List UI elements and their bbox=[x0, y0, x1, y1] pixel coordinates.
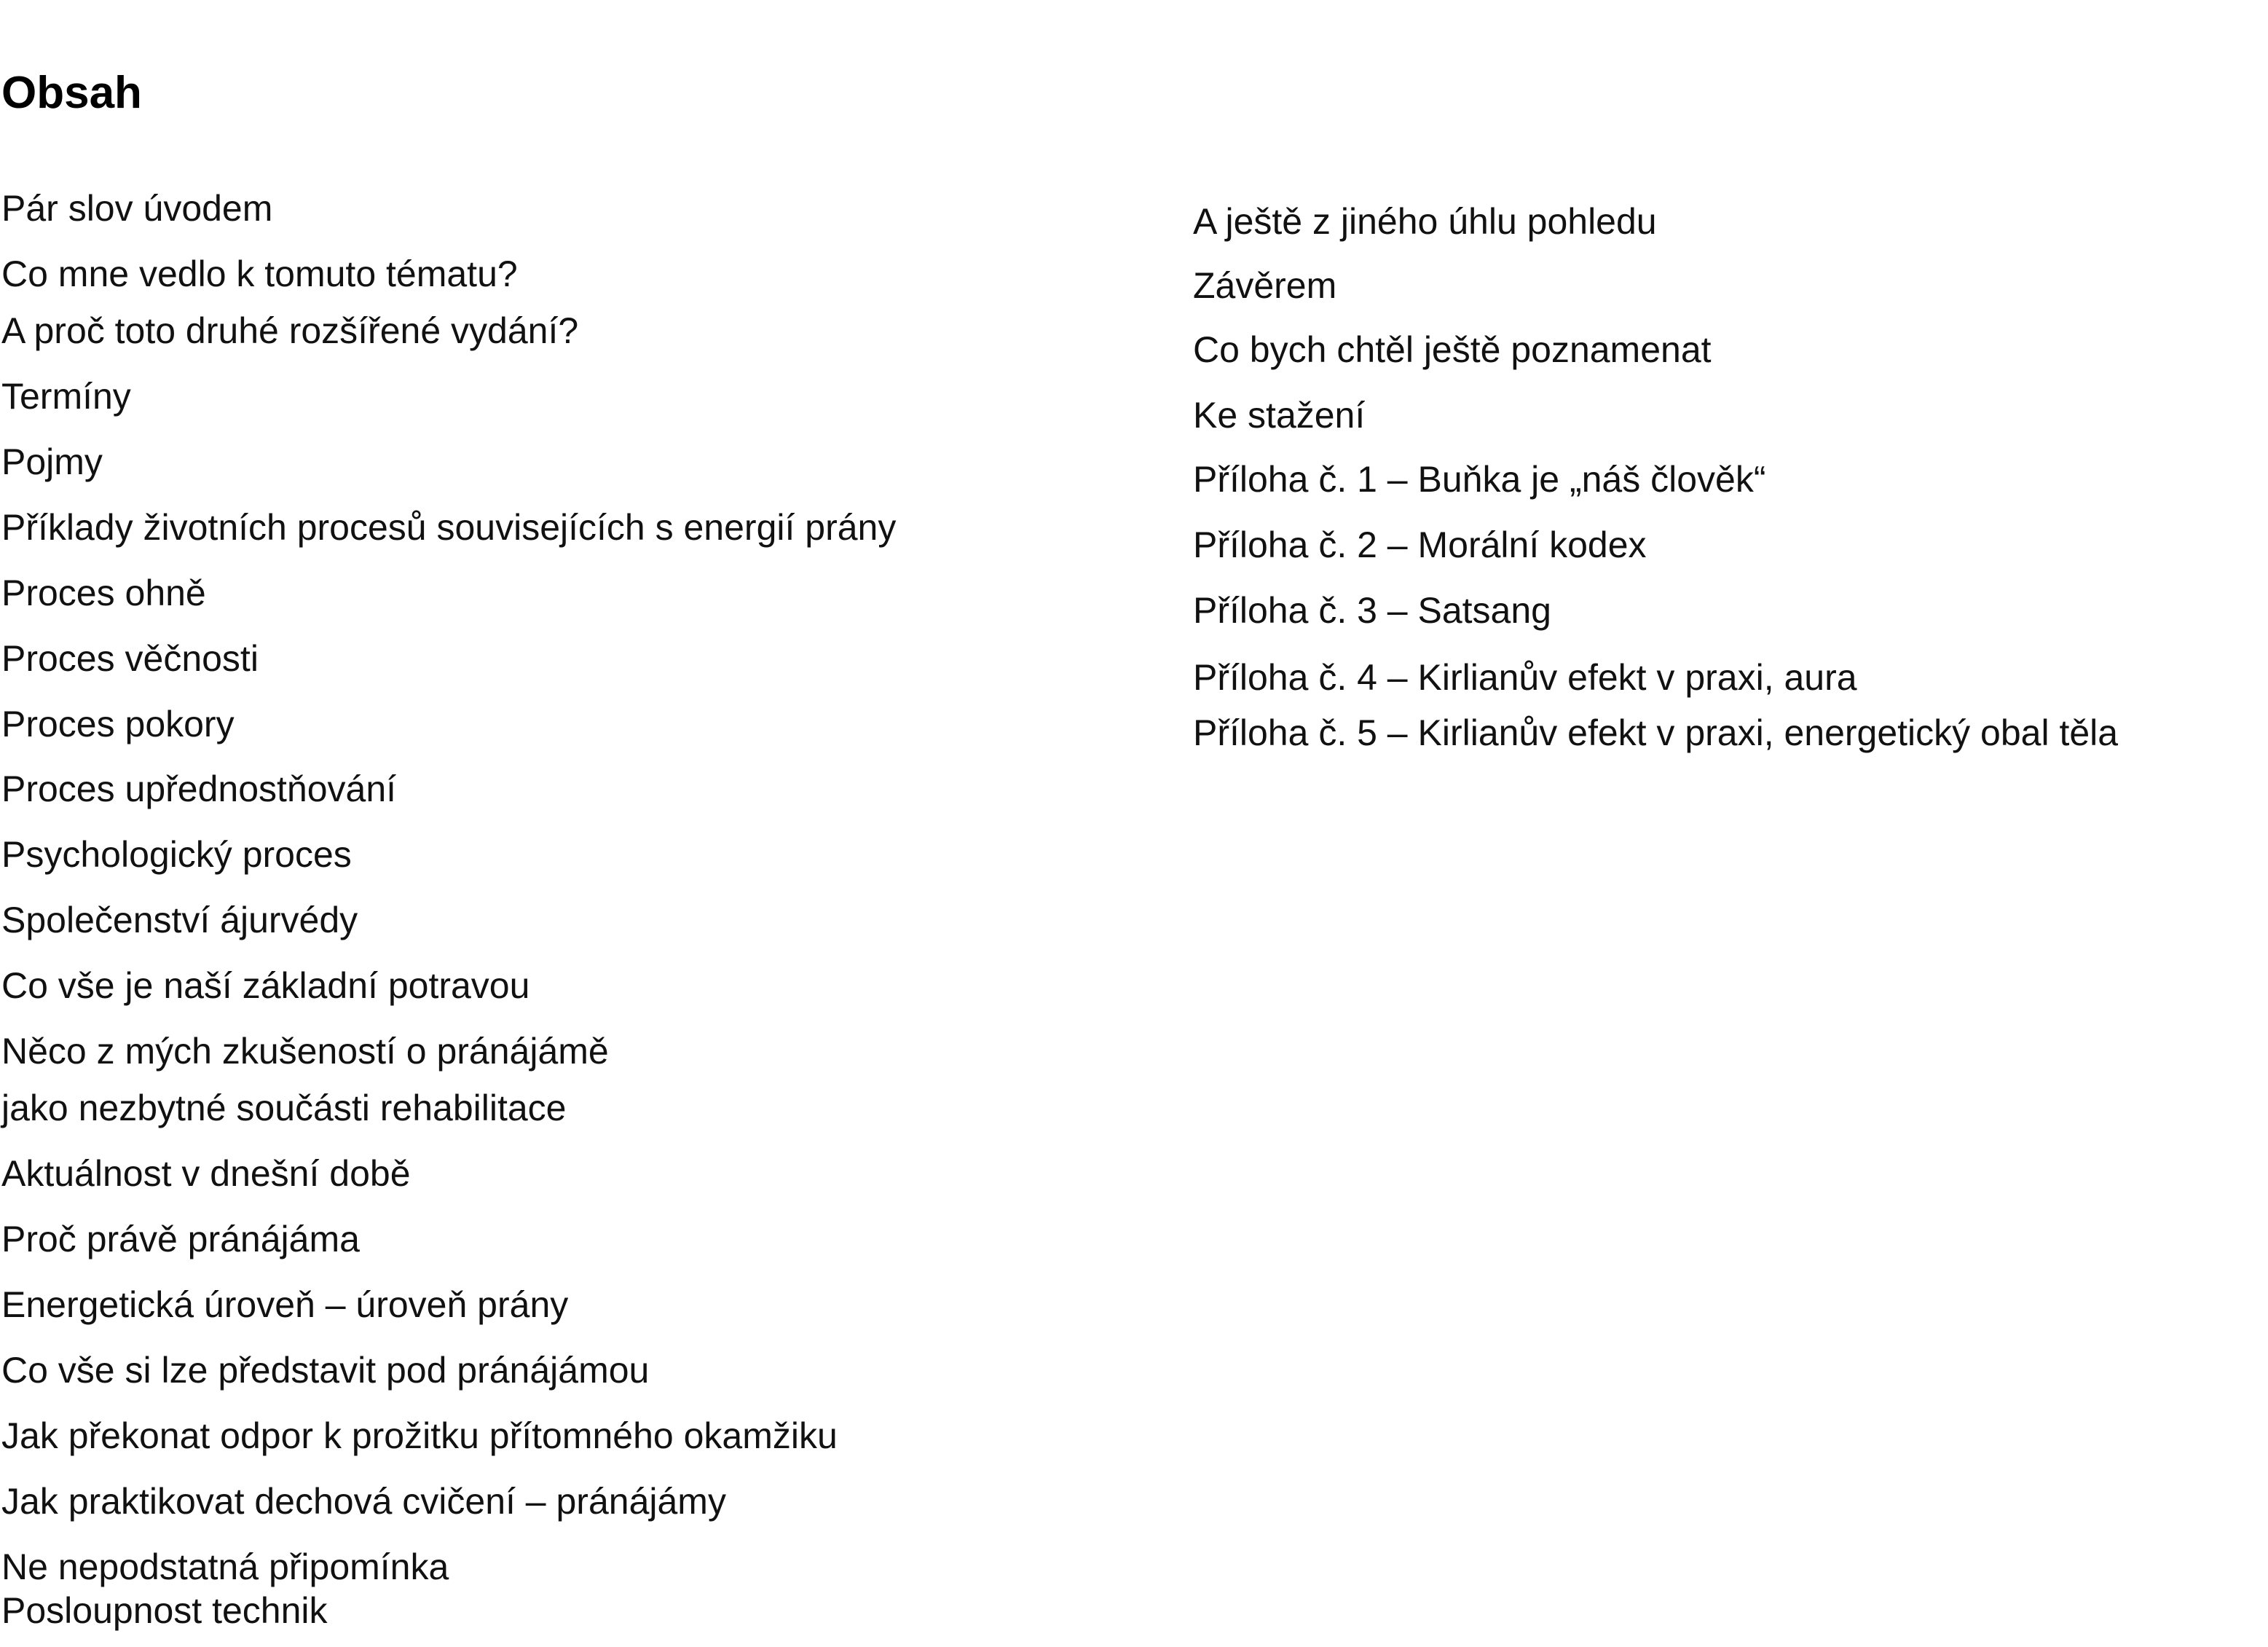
toc-entry: Aktuálnost v dnešní době bbox=[1, 1153, 411, 1194]
toc-entry: Termíny bbox=[1, 376, 131, 417]
toc-entry: Příloha č. 1 – Buňka je „náš člověk“ bbox=[1193, 459, 1766, 500]
toc-entry: Posloupnost technik bbox=[1, 1590, 328, 1631]
toc-entry: Závěrem bbox=[1193, 265, 1337, 306]
toc-entry: Společenství ájurvédy bbox=[1, 900, 358, 940]
toc-entry: Co vše si lze představit pod pránájámou bbox=[1, 1350, 650, 1391]
toc-entry: Příklady životních procesů souvisejících s energií prány bbox=[1, 507, 897, 548]
toc-entry: Ne nepodstatná připomínka bbox=[1, 1546, 449, 1587]
toc-entry: Příloha č. 3 – Satsang bbox=[1193, 590, 1551, 631]
toc-entry: Ke stažení bbox=[1193, 395, 1366, 436]
toc-entry: Co vše je naší základní potravou bbox=[1, 965, 530, 1006]
toc-entry: Co mne vedlo k tomuto tématu? bbox=[1, 253, 518, 294]
toc-entry: Proces ohně bbox=[1, 573, 206, 613]
toc-entry: Co bych chtěl ještě poznamenat bbox=[1193, 329, 1712, 370]
toc-entry: jako nezbytné součásti rehabilitace bbox=[1, 1088, 567, 1128]
toc-entry: Proces upřednostňování bbox=[1, 769, 397, 809]
toc-entry: Proces věčnosti bbox=[1, 638, 259, 679]
toc-entry: Příloha č. 4 – Kirlianův efekt v praxi, aura bbox=[1193, 657, 1857, 698]
toc-entry: Příloha č. 5 – Kirlianův efekt v praxi, energetický obal těla bbox=[1193, 712, 2119, 753]
toc-entry: A ještě z jiného úhlu pohledu bbox=[1193, 201, 1657, 242]
toc-entry: Příloha č. 2 – Morální kodex bbox=[1193, 524, 1647, 565]
toc-entry: Psychologický proces bbox=[1, 834, 352, 875]
toc-entry: Jak praktikovat dechová cvičení – pránájámy bbox=[1, 1481, 726, 1522]
toc-entry: Proč právě pránájáma bbox=[1, 1219, 360, 1259]
toc-entry: Energetická úroveň – úroveň prány bbox=[1, 1284, 569, 1325]
toc-entry: Něco z mých zkušeností o pránájámě bbox=[1, 1031, 609, 1072]
toc-entry: Pár slov úvodem bbox=[1, 188, 273, 229]
toc-entry: A proč toto druhé rozšířené vydání? bbox=[1, 310, 579, 351]
toc-entry: Jak překonat odpor k prožitku přítomného okamžiku bbox=[1, 1415, 838, 1456]
page-title: Obsah bbox=[1, 68, 142, 118]
toc-entry: Pojmy bbox=[1, 441, 103, 482]
toc-entry: Proces pokory bbox=[1, 704, 235, 744]
